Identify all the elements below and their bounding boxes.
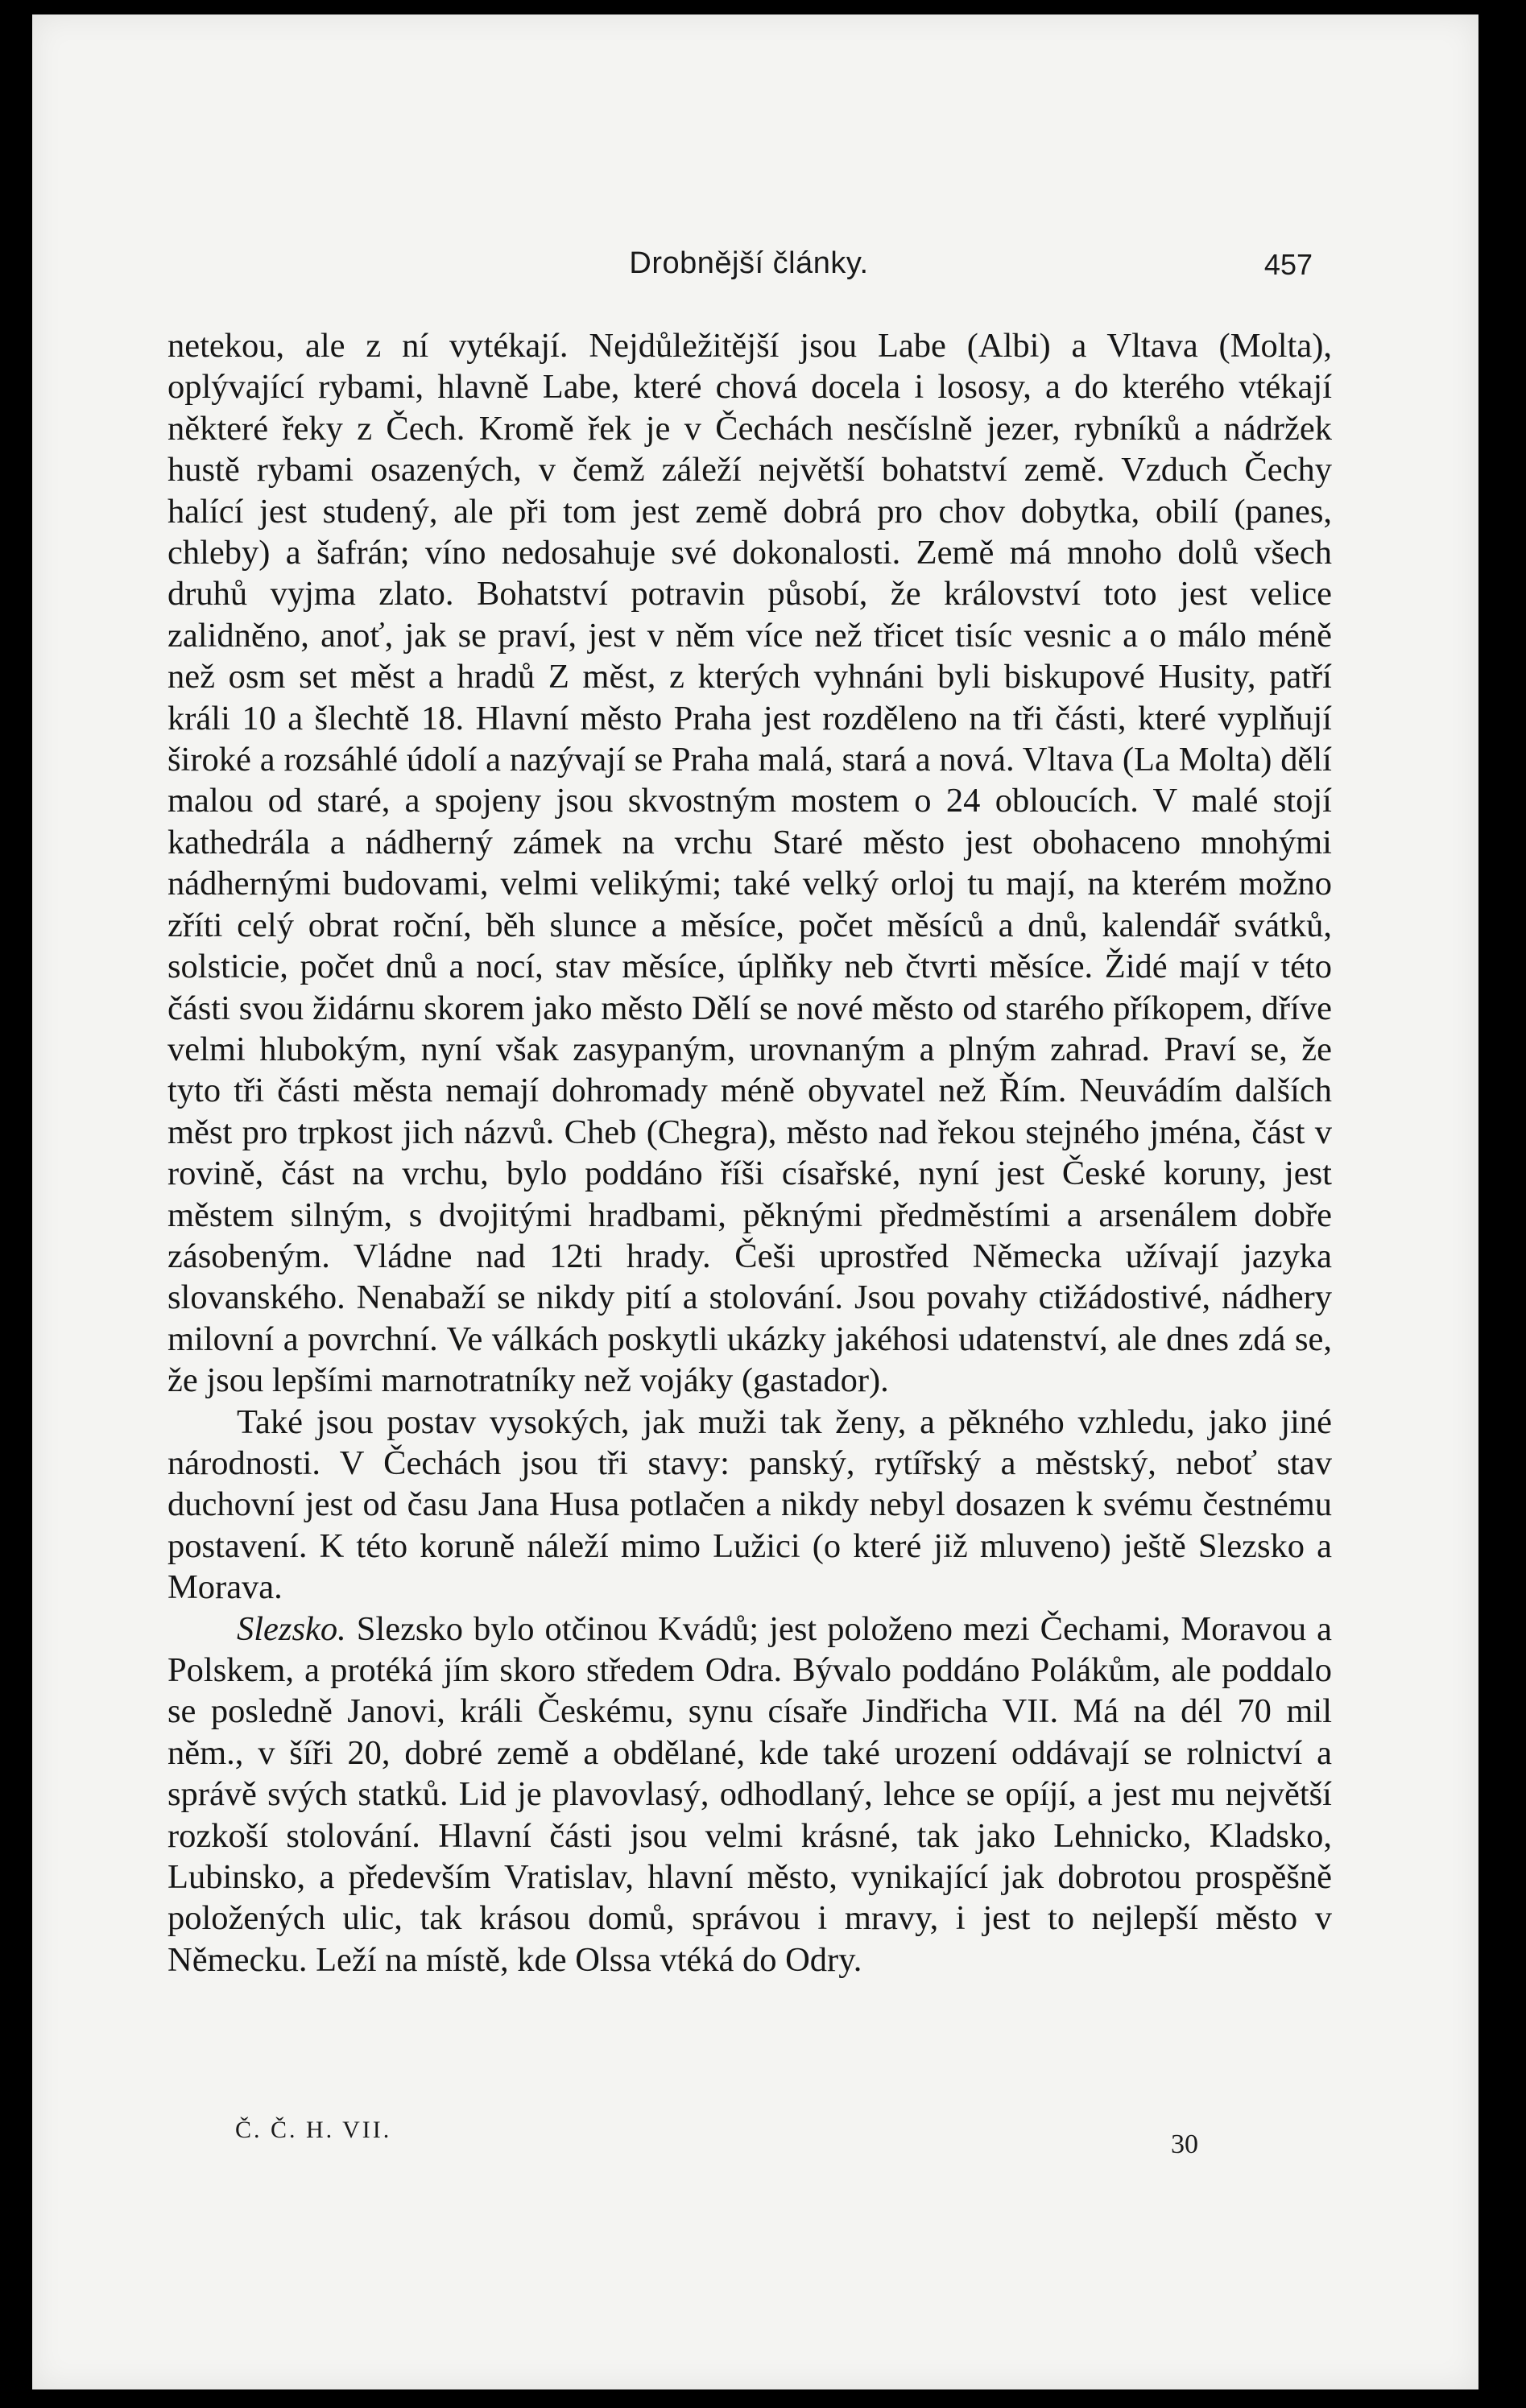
page-footer <box>235 2117 1198 2165</box>
sheet-number: 30 <box>1171 2129 1198 2159</box>
running-title: Drobnější články. <box>629 246 869 280</box>
book-page <box>32 14 1478 2389</box>
page-number: 457 <box>1263 248 1313 281</box>
paragraph-text: Slezsko bylo otčinou Kvádů; jest položeno mezi Čechami, Moravou a Polskem, a protéká jím skoro středem Odra. Bývalo poddáno Polákům, ale poddalo se posledně Janovi, králi Českému, synu císaře Jindřicha VII. Má na dél 70 mil něm., v šíři 20, dobré země a obdělané, kde také urození oddávají se rolnictví a správě svých statků. Lid je plavovlasý, odhodlaný, lehce se opíjí, a jest mu největší rozkoší stolování. Hlavní části jsou velmi krásné, tak jako Lehnicko, Kladsko, Lubinsko, a především Vratislav, hlavní město, vynikající jak dobrotou prospěšně položených ulic, tak krásou domů, správou i mravy, i jest to nejlepší město v Německu. Leží na místě, kde Olssa vtéká do Odry. <box>167 1609 1332 1979</box>
body-text <box>167 325 1332 1981</box>
paragraph: Také jsou postav vysokých, jak muži tak ženy, a pěkného vzhledu, jako jiné národnosti. V Čechách jsou tři stavy: panský, rytířský a městský, neboť stav duchovní jest od času Jana Husa potlačen a nikdy nebyl dosazen k svému čestnému postavení. K této koruně náleží mimo Lužici (o které již mluveno) ještě Slezsko a Morava. <box>167 1402 1332 1607</box>
paragraph-slezsko <box>167 1609 1332 1981</box>
section-heading-slezsko: Slezsko. <box>237 1609 346 1648</box>
paragraph: netekou, ale z ní vytékají. Nejdůležitější jsou Labe (Albi) a Vltava (Molta), oplývající rybami, hlavně Labe, které chová docela i lososy, a do kterého vtékají některé řeky z Čech. Kromě řek je v Čechách nesčíslně jezer, rybníků a nádržek hustě rybami osazených, v čemž záleží největší bohatství země. Vzduch Čechy halící jest studený, ale při tom jest země dobrá pro chov dobytka, obilí (panes, chleby) a šafrán; víno nedosahuje své dokonalosti. Země má mnoho dolů všech druhů vyjma zlato. Bohatství potravin působí, že království toto jest velice zalidněno, anoť, jak se praví, jest v něm více než třicet tisíc vesnic a o málo méně než osm set měst a hradů Z měst, z kterých vyhnáni byli biskupové Husity, patří králi 10 a šlechtě 18. Hlavní město Praha jest rozděleno na tři části, které vyplňují široké a rozsáhlé údolí a nazývají se Praha malá, stará a nová. Vltava (La Molta) dělí malou od staré, a spojeny jsou skvostným mostem o 24 obloucích. V malé stojí kathedrála a nádherný zámek na vrchu Staré město jest obohaceno mnohými nádhernými budovami, velmi velikými; také velký orloj tu mají, na kterém možno zříti celý obrat roční, běh slunce a měsíce, počet měsíců a dnů, kalendář svátků, solsticie, počet dnů a nocí, stav měsíce, úplňky neb čtvrti měsíce. Židé mají v této části svou židárnu skorem jako město Dělí se nové město od starého příkopem, dříve velmi hlubokým, nyní však zasypaným, urovnaným a plným zahrad. Praví se, že tyto tři části města nemají dohromady méně obyvatel než Řím. Neuvádím dalších měst pro trpkost jich názvů. Cheb (Chegra), město nad řekou stejného jména, část v rovině, část na vrchu, bylo poddáno říši císařské, nyní jest České koruny, jest městem silným, s dvojitými hradbami, pěknými předměstími a arsenálem dobře zásobeným. Vládne nad 12ti hrady. Češi uprostřed Německa užívají jazyka slovanského. Nenabaží se nikdy pití a stolování. Jsou povahy ctižádostivé, nádhery milovní a povrchní. Ve válkách poskytli ukázky jakéhosi udatenství, ale dnes zdá se, že jsou lepšími marnotratníky než vojáky (gastador). <box>167 327 1332 1400</box>
printer-signature: Č. Č. H. VII. <box>235 2117 392 2143</box>
page-header <box>185 246 1313 295</box>
